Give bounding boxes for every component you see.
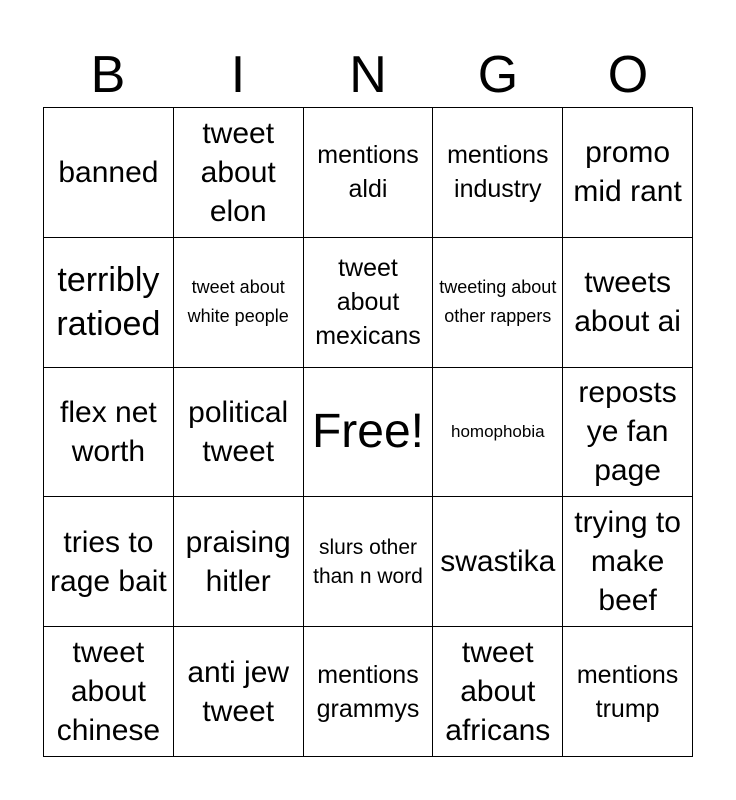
bingo-cell-text: tweet about mexicans xyxy=(315,254,421,351)
free-space-text: Free! xyxy=(311,404,424,458)
bingo-cell-text: mentions aldi xyxy=(317,141,419,204)
bingo-cell-r1-c0[interactable] xyxy=(44,238,174,368)
bingo-cell-text: banned xyxy=(58,155,159,189)
free-space-cell[interactable] xyxy=(304,368,434,498)
bingo-cell-r0-c0[interactable] xyxy=(44,108,174,238)
bingo-cell-text: tweeting about other rappers xyxy=(439,277,557,327)
bingo-cell-text: mentions trump xyxy=(576,660,679,723)
bingo-cell-text: flex net worth xyxy=(60,395,157,468)
bingo-cell-text: praising hitler xyxy=(185,525,291,598)
bingo-cell-text: tweet about chinese xyxy=(56,636,161,748)
bingo-cell-text: trying to make beef xyxy=(574,506,681,618)
bingo-cell-text: promo mid rant xyxy=(573,136,682,209)
bingo-cell-text: tweet about elon xyxy=(200,116,276,228)
bingo-cell-r4-c3[interactable] xyxy=(433,627,563,757)
bingo-cell-text: anti jew tweet xyxy=(187,655,290,728)
bingo-cell-text: tries to rage bait xyxy=(50,525,167,598)
bingo-cell-text: tweet about white people xyxy=(187,277,289,327)
bingo-cell-r3-c3[interactable] xyxy=(433,497,563,627)
bingo-cell-r3-c2[interactable] xyxy=(304,497,434,627)
bingo-cell-r2-c4[interactable] xyxy=(563,368,693,498)
bingo-cell-text: mentions grammys xyxy=(316,660,420,723)
bingo-cell-text: slurs other than n word xyxy=(313,535,423,588)
bingo-cell-r4-c0[interactable] xyxy=(44,627,174,757)
bingo-cell-r0-c3[interactable] xyxy=(433,108,563,238)
bingo-cell-r1-c2[interactable] xyxy=(304,238,434,368)
bingo-cell-r0-c2[interactable] xyxy=(304,108,434,238)
header-letter-n: N xyxy=(349,46,387,104)
bingo-cell-r1-c3[interactable] xyxy=(433,238,563,368)
header-letter-b: B xyxy=(90,46,126,104)
header-letter-o: O xyxy=(607,46,649,104)
bingo-cell-r2-c1[interactable] xyxy=(174,368,304,498)
bingo-cell-r4-c2[interactable] xyxy=(304,627,434,757)
bingo-grid xyxy=(43,107,693,757)
bingo-cell-text: terribly ratioed xyxy=(56,261,161,344)
bingo-cell-r0-c4[interactable] xyxy=(563,108,693,238)
bingo-cell-text: tweets about ai xyxy=(574,266,681,339)
bingo-header xyxy=(43,44,693,106)
bingo-cell-r1-c1[interactable] xyxy=(174,238,304,368)
bingo-cell-r0-c1[interactable] xyxy=(174,108,304,238)
bingo-cell-r4-c1[interactable] xyxy=(174,627,304,757)
bingo-cell-r3-c1[interactable] xyxy=(174,497,304,627)
bingo-cell-text: political tweet xyxy=(188,395,289,468)
header-letter-i: I xyxy=(230,46,246,104)
bingo-cell-text: mentions industry xyxy=(447,141,549,204)
bingo-cell-text: homophobia xyxy=(451,421,545,441)
bingo-cell-r4-c4[interactable] xyxy=(563,627,693,757)
bingo-cell-r2-c3[interactable] xyxy=(433,368,563,498)
bingo-cell-r1-c4[interactable] xyxy=(563,238,693,368)
bingo-cell-r3-c0[interactable] xyxy=(44,497,174,627)
header-letter-g: G xyxy=(477,46,519,104)
bingo-cell-r2-c0[interactable] xyxy=(44,368,174,498)
bingo-cell-r3-c4[interactable] xyxy=(563,497,693,627)
bingo-cell-text: tweet about africans xyxy=(445,636,551,748)
bingo-cell-text: swastika xyxy=(440,545,556,579)
bingo-cell-text: reposts ye fan page xyxy=(578,376,677,488)
